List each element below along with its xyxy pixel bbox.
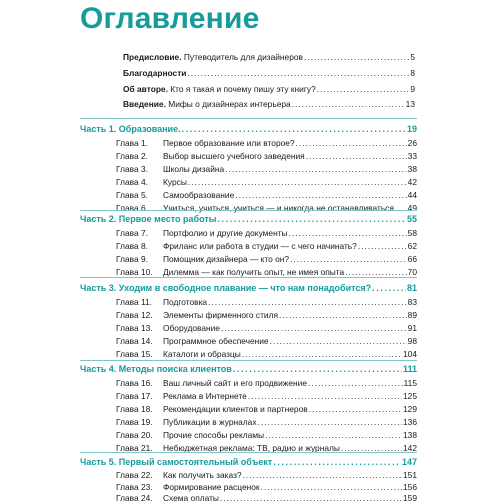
chapter-number: Глава 1. bbox=[116, 138, 148, 148]
dot-leader bbox=[304, 51, 409, 63]
part-divider bbox=[80, 452, 417, 453]
chapter-title: Курсы bbox=[163, 177, 187, 187]
toc-part-3[interactable] bbox=[80, 282, 417, 294]
page-number: 156 bbox=[403, 482, 417, 492]
toc-chapter[interactable] bbox=[116, 309, 417, 321]
chapter-number: Глава 6. bbox=[116, 203, 148, 213]
page-number: 55 bbox=[406, 214, 417, 224]
part-label: Часть 2. Первое место работы bbox=[80, 214, 217, 224]
page-number: 19 bbox=[406, 124, 417, 134]
page-number: 83 bbox=[407, 297, 417, 307]
chapter-title: Небюджетная реклама: ТВ, радио и журналы bbox=[163, 443, 340, 453]
toc-chapter[interactable] bbox=[116, 176, 417, 188]
page-number: 62 bbox=[407, 241, 417, 251]
chapter-title: Публикации в журналах bbox=[163, 417, 257, 427]
chapter-number: Глава 18. bbox=[116, 404, 153, 414]
page-number: 13 bbox=[405, 99, 415, 109]
page-number: 5 bbox=[410, 52, 415, 62]
page-title: Оглавление bbox=[80, 2, 260, 35]
page-number: 129 bbox=[403, 404, 417, 414]
chapter-title: Прочие способы рекламы bbox=[163, 430, 265, 440]
dot-leader bbox=[306, 150, 407, 162]
toc-part-2[interactable] bbox=[80, 213, 417, 225]
chapter-number: Глава 8. bbox=[116, 241, 148, 251]
chapter-title: Фриланс или работа в студии — с чего начинать? bbox=[163, 241, 357, 251]
page-number: 147 bbox=[401, 457, 417, 467]
chapter-title: Выбор высшего учебного заведения bbox=[163, 151, 305, 161]
chapter-title: Элементы фирменного стиля bbox=[163, 310, 279, 320]
chapter-title: Подготовка bbox=[163, 297, 208, 307]
entry-subtitle: Кто я такая и почему пишу эту книгу? bbox=[167, 84, 316, 94]
toc-entry-preface[interactable] bbox=[123, 51, 415, 63]
chapter-title: Дилемма — как получить опыт, не имея опыта bbox=[163, 267, 345, 277]
part-label: Часть 3. Уходим в свободное плавание — что нам понадобится? bbox=[80, 283, 372, 293]
toc-chapter[interactable] bbox=[116, 416, 417, 428]
toc-chapter[interactable] bbox=[116, 189, 417, 201]
page-number: 9 bbox=[410, 84, 415, 94]
dot-leader bbox=[243, 469, 402, 481]
chapter-number: Глава 14. bbox=[116, 336, 153, 346]
chapter-number: Глава 11. bbox=[116, 297, 152, 307]
page-number: 44 bbox=[407, 190, 417, 200]
chapter-title: Реклама в Интернете bbox=[163, 391, 247, 401]
toc-chapter[interactable] bbox=[116, 429, 417, 441]
chapter-title: Схема оплаты bbox=[163, 493, 219, 503]
page-number: 42 bbox=[407, 177, 417, 187]
dot-leader bbox=[372, 282, 406, 294]
dot-leader bbox=[289, 227, 407, 239]
page-number: 38 bbox=[407, 164, 417, 174]
page-number: 125 bbox=[403, 391, 417, 401]
dot-leader bbox=[265, 429, 402, 441]
toc-part-4[interactable] bbox=[80, 363, 417, 375]
toc-chapter[interactable] bbox=[116, 296, 417, 308]
dot-leader bbox=[273, 456, 401, 468]
dot-leader bbox=[221, 322, 407, 334]
toc-chapter[interactable] bbox=[116, 240, 417, 252]
toc-chapter[interactable] bbox=[116, 137, 417, 149]
chapter-title: Рекомендации клиентов и партнеров bbox=[163, 404, 308, 414]
chapter-title: Учиться, учиться, учиться — и никогда не останавливаться bbox=[163, 203, 394, 213]
chapter-title: Формирование расценок bbox=[163, 482, 260, 492]
chapter-number: Глава 3. bbox=[116, 164, 148, 174]
chapter-number: Глава 4. bbox=[116, 177, 148, 187]
page-number: 70 bbox=[407, 267, 417, 277]
toc-entry-about-author[interactable] bbox=[123, 83, 415, 95]
entry-label: Благодарности bbox=[123, 68, 187, 78]
toc-chapter[interactable] bbox=[116, 253, 417, 265]
dot-leader bbox=[187, 67, 409, 79]
chapter-number: Глава 7. bbox=[116, 228, 148, 238]
chapter-title: Программное обеспечение bbox=[163, 336, 269, 346]
part-divider bbox=[80, 118, 417, 119]
toc-entry-introduction[interactable] bbox=[123, 98, 415, 110]
dot-leader bbox=[270, 335, 407, 347]
toc-chapter[interactable] bbox=[116, 335, 417, 347]
toc-chapter[interactable] bbox=[116, 390, 417, 402]
dot-leader bbox=[242, 348, 402, 360]
dot-leader bbox=[296, 137, 407, 149]
dot-leader bbox=[292, 98, 405, 110]
dot-leader bbox=[358, 240, 407, 252]
toc-entry-acknowledgements[interactable] bbox=[123, 67, 415, 79]
part-label: Часть 4. Методы поиска клиентов bbox=[80, 364, 232, 374]
dot-leader bbox=[233, 363, 402, 375]
toc-part-1[interactable] bbox=[80, 123, 417, 135]
toc-chapter[interactable] bbox=[116, 348, 417, 360]
dot-leader bbox=[188, 176, 407, 188]
chapter-number: Глава 24. bbox=[116, 493, 153, 503]
page-number: 89 bbox=[407, 310, 417, 320]
page-number: 33 bbox=[407, 151, 417, 161]
chapter-number: Глава 15. bbox=[116, 349, 153, 359]
dot-leader bbox=[279, 309, 407, 321]
chapter-number: Глава 13. bbox=[116, 323, 153, 333]
chapter-title: Ваш личный сайт и его продвижение bbox=[163, 378, 307, 388]
chapter-title: Оборудование bbox=[163, 323, 220, 333]
chapter-title: Первое образование или второе? bbox=[163, 138, 295, 148]
page-number: 136 bbox=[403, 417, 417, 427]
part-divider bbox=[80, 277, 417, 278]
page-number: 91 bbox=[407, 323, 417, 333]
chapter-title: Как получить заказ? bbox=[163, 470, 242, 480]
toc-chapter[interactable] bbox=[116, 322, 417, 334]
toc-chapter[interactable] bbox=[116, 469, 417, 481]
dot-leader bbox=[208, 296, 407, 308]
part-label: Часть 5. Первый самостоятельный объект bbox=[80, 457, 273, 467]
part-divider bbox=[80, 360, 417, 361]
dot-leader bbox=[220, 492, 402, 504]
dot-leader bbox=[308, 377, 403, 389]
toc-chapter[interactable] bbox=[116, 163, 417, 175]
chapter-number: Глава 16. bbox=[116, 378, 153, 388]
page-number: 151 bbox=[403, 470, 417, 480]
dot-leader bbox=[182, 123, 406, 135]
chapter-number: Глава 23. bbox=[116, 482, 153, 492]
page-number: 111 bbox=[402, 364, 417, 374]
chapter-title: Самообразование bbox=[163, 190, 235, 200]
page-number: 115 bbox=[403, 378, 417, 388]
chapter-number: Глава 5. bbox=[116, 190, 148, 200]
chapter-number: Глава 20. bbox=[116, 430, 153, 440]
chapter-number: Глава 17. bbox=[116, 391, 153, 401]
part-label: Часть 1. Образование. bbox=[80, 124, 181, 134]
dot-leader bbox=[225, 163, 407, 175]
chapter-number: Глава 12. bbox=[116, 310, 153, 320]
dot-leader bbox=[235, 189, 406, 201]
toc-chapter[interactable] bbox=[116, 227, 417, 239]
page-number: 98 bbox=[407, 336, 417, 346]
page-number: 8 bbox=[410, 68, 415, 78]
page-number: 159 bbox=[403, 493, 417, 503]
dot-leader bbox=[309, 403, 402, 415]
page-number: 81 bbox=[406, 283, 417, 293]
chapter-title: Школы дизайна bbox=[163, 164, 225, 174]
chapter-number: Глава 19. bbox=[116, 417, 153, 427]
toc-chapter[interactable] bbox=[116, 377, 417, 389]
dot-leader bbox=[217, 213, 406, 225]
entry-subtitle: Мифы о дизайнерах интерьера bbox=[165, 99, 291, 109]
chapter-number: Глава 2. bbox=[116, 151, 148, 161]
chapter-number: Глава 9. bbox=[116, 254, 148, 264]
chapter-title: Помощник дизайнера — кто он? bbox=[163, 254, 290, 264]
page-number: 49 bbox=[407, 203, 417, 213]
page-number: 66 bbox=[407, 254, 417, 264]
toc-part-5[interactable] bbox=[80, 456, 417, 468]
entry-subtitle: Путеводитель для дизайнеров bbox=[181, 52, 303, 62]
chapter-number: Глава 10. bbox=[116, 267, 153, 277]
page-number: 142 bbox=[403, 443, 417, 453]
dot-leader bbox=[258, 416, 403, 428]
page-number: 58 bbox=[407, 228, 417, 238]
chapter-number: Глава 21. bbox=[116, 443, 153, 453]
part-divider bbox=[80, 210, 417, 211]
page-number: 104 bbox=[403, 349, 417, 359]
entry-label: Предисловие. bbox=[123, 52, 182, 62]
entry-label: Введение. bbox=[123, 99, 166, 109]
dot-leader bbox=[290, 253, 407, 265]
dot-leader bbox=[248, 390, 402, 402]
page-number: 138 bbox=[403, 430, 417, 440]
chapter-title: Портфолио и другие документы bbox=[163, 228, 288, 238]
entry-label: Об авторе. bbox=[123, 84, 168, 94]
chapter-title: Каталоги и образцы bbox=[163, 349, 241, 359]
dot-leader bbox=[317, 83, 410, 95]
chapter-number: Глава 22. bbox=[116, 470, 153, 480]
page-number: 26 bbox=[407, 138, 417, 148]
toc-chapter[interactable] bbox=[116, 150, 417, 162]
toc-chapter[interactable] bbox=[116, 492, 417, 504]
toc-chapter[interactable] bbox=[116, 403, 417, 415]
